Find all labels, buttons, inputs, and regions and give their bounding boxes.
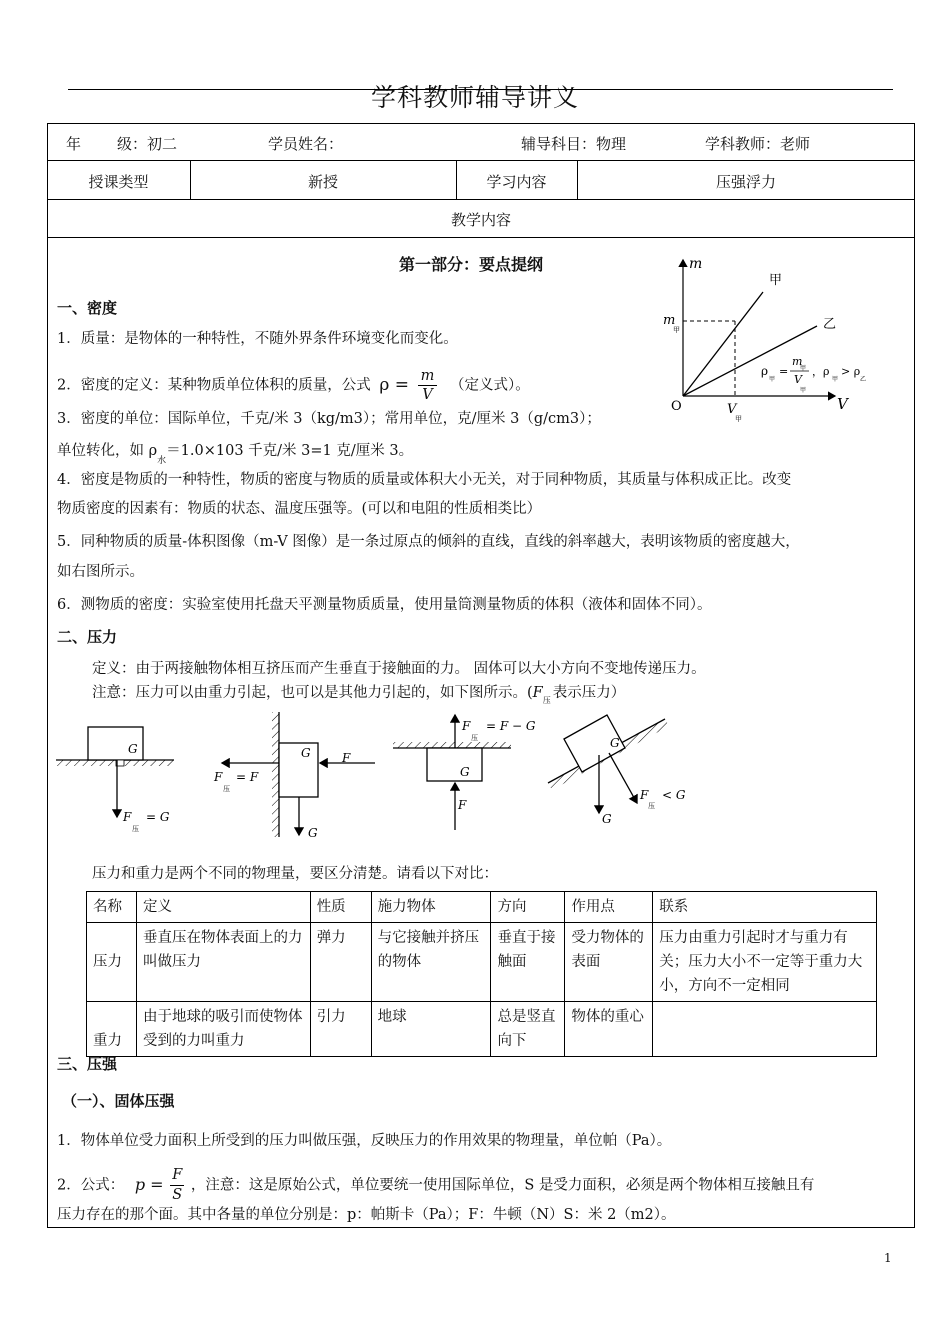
fig2-weight-label: G [308,826,318,840]
density-line-8: 如右图所示。 [57,564,144,580]
table-header: 定义 [136,892,310,923]
rho-compare-jia-subscript: 甲 [832,376,839,383]
m-jia-mark: m [663,313,676,328]
document-title: 学科教师辅导讲义 [370,83,579,112]
rho-compare-yi-subscript: 乙 [860,376,867,383]
teaching-content-heading: 教学内容 [450,211,511,229]
fraction-m: m [792,355,803,368]
fig4-equation: < G [662,788,686,802]
formula-label: 2．公式： [57,1177,125,1194]
fraction-m-subscript: 甲 [800,365,807,372]
formula-note: ，注意：这是原始公式，单位要统一使用国际单位，S 是受力面积，必须是两个物体相互接触且有 [190,1177,815,1194]
density-line-5: 4．密度是物质的一种特性，物质的密度与物质的质量或体积大小无关，对于同种物质，其质量与体积成正比。改变 [57,472,792,488]
density-line-6: 物质密度的因素有：物质的状态、温度压强等。(可以和电阻的性质相类比） [57,501,542,517]
fraction-denominator: V [422,387,433,403]
table-cell: 垂直压在物体表面上的力叫做压力 [136,923,310,1002]
divider [47,199,915,200]
water-subscript: 水 [157,456,167,466]
table-cell: 与它接触并挤压的物体 [371,923,491,1002]
density-line-4 [57,441,413,471]
figure-ceiling [393,715,536,830]
fig1-force-label: F [123,810,132,824]
table-header: 施力物体 [371,892,491,923]
content-label: 学习内容 [486,173,547,191]
table-cell: 总是竖直向下 [491,1002,565,1057]
fig4-pressure-subscript: 压 [648,802,655,810]
pressure-line-2 [57,1166,814,1205]
table-cell: 地球 [371,1002,491,1057]
density-def-suffix: （定义式）。 [449,377,530,394]
divider [47,160,915,161]
fig3-applied-force-label: F [458,798,467,812]
grade-label: 年 [66,135,82,153]
m-axis-label: m [689,256,703,272]
line-jia-label: 甲 [769,273,783,288]
section-heading-pressure-force: 二、压力 [57,628,118,646]
table-header: 作用点 [565,892,653,923]
density-def-text: 2．密度的定义：某种物质单位体积的质量，公式 [57,377,371,394]
table-cell: 压力由重力引起时才与重力有关；压力大小不一定等于重力大小，方向不一定相同 [653,923,877,1002]
mass-volume-fraction [418,367,438,404]
figure-horizontal-ground [56,727,174,833]
force-area-fraction [170,1166,184,1205]
unit-conversion-text: 单位转化，如 ρ [57,443,158,459]
fig4-weight-label: G [602,812,612,826]
fraction-numerator: F [170,1166,184,1186]
note-text: 注意：压力可以由重力引起，也可以是其他力引起的，如下图所示。( [92,685,533,701]
fig4-gravity-label: G [610,736,620,750]
note-suffix: 表示压力） [552,685,626,701]
fig3-pressure-subscript: 压 [471,734,478,742]
note-f: F [532,685,543,701]
line-yi-label: 乙 [823,317,837,332]
fraction-v-subscript: 甲 [800,387,807,394]
pressure-line-3: 压力存在的那个面。其中各量的单位分别是：p：帕斯卡（Pa）；F：牛顿（N）S：米 2（m2）。 [57,1207,676,1223]
m-jia-subscript: 甲 [673,326,680,334]
table-header: 方向 [491,892,565,923]
density-line-2 [57,367,530,404]
line-jia [683,292,763,396]
pressure-formula: p = [134,1174,164,1194]
table-cell: 受力物体的表面 [565,923,653,1002]
table-row [87,1002,877,1057]
section-heading-pressure: 三、压强 [57,1055,118,1073]
fig3-equation: = F − G [486,719,536,733]
section-heading-density: 一、密度 [57,299,118,317]
lesson-type-value: 新授 [307,173,338,191]
unit-conversion-value: ＝1.0×103 千克/米 3=1 克/厘米 3。 [166,443,414,459]
teacher-label: 学科教师：老师 [705,135,811,153]
table-header: 名称 [87,892,137,923]
table-cell: 由于地球的吸引而使物体受到的力叫重力 [136,1002,310,1057]
v-axis-label: V [837,395,848,413]
table-cell: 压力 [87,923,137,1002]
rho-compare-jia: ，ρ [812,365,830,378]
fig1-force-subscript: 压 [132,825,139,833]
divider [47,237,915,238]
lesson-type-label: 授课类型 [88,173,149,191]
table-cell: 引力 [310,1002,371,1057]
v-jia-mark: V [727,402,737,417]
table-header: 性质 [310,892,371,923]
grade-value: 级：初二 [117,135,178,153]
v-jia-subscript: 甲 [735,415,742,423]
mass-volume-graph [655,250,870,430]
subsection-solid-pressure: （一）、固体压强 [62,1092,175,1110]
table-cell: 垂直于接触面 [491,923,565,1002]
figure-incline [540,705,700,835]
fig3-gravity-label: G [460,765,470,779]
origin-label: O [671,399,682,414]
table-header-row [87,892,877,923]
fig4-pressure-label: F [640,788,649,802]
content-value: 压强浮力 [715,173,776,191]
density-line-7: 5．同种物质的质量-体积图像（m-V 图像）是一条过原点的倾斜的直线，直线的斜率越大，表明该物质的密度越大， [57,534,800,550]
note-subscript: 压 [542,696,551,705]
pressure-definition: 定义：由于两接触物体相互挤压而产生垂直于接触面的力。 固体可以大小方向不变地传递压力。 [92,661,706,677]
table-row [87,923,877,1002]
figure-vertical-wall [213,712,375,840]
fig2-pressure-label: F [214,770,223,784]
equals-sign: = [779,365,789,378]
density-line-9: 6．测物质的密度：实验室使用托盘天平测量物质质量，使用量筒测量物质的体积（液体和固体不同）。 [57,597,712,613]
fraction-v: V [794,373,802,386]
table-cell: 物体的重心 [565,1002,653,1057]
fig1-gravity-label: G [128,742,138,756]
compare-intro: 压力和重力是两个不同的物理量，要区分清楚。请看以下对比： [92,866,498,882]
table-cell: 重力 [87,1002,137,1057]
rho-formula: ρ = [379,374,409,395]
force-figures [50,705,570,855]
table-header: 联系 [653,892,877,923]
force-gravity-comparison-table [86,891,877,1057]
fig2-equation: = F [236,770,259,784]
table-cell [653,1002,877,1057]
fig2-gravity-label: G [301,746,311,760]
fraction-numerator: m [418,367,438,386]
pressure-line-1: 1．物体单位受力面积上所受到的压力叫做压强，反映压力的作用效果的物理量，单位帕（Pa）。 [57,1133,672,1149]
rho-jia: ρ [761,364,769,378]
fig2-pressure-subscript: 压 [223,785,230,793]
table-cell: 弹力 [310,923,371,1002]
density-line-3: 3．密度的单位：国际单位，千克/米 3（kg/m3）；常用单位，克/厘米 3（g/cm3）； [57,411,601,427]
fig3-pressure-label: F [462,719,471,733]
page-number: 1 [884,1251,892,1265]
student-name-label: 学员姓名： [268,135,344,153]
part-heading: 第一部分：要点提纲 [398,255,543,274]
fig1-equation: = G [146,810,170,824]
density-line-1: 1．质量：是物体的一种特性，不随外界条件环境变化而变化。 [57,331,458,347]
title-rule [68,89,893,90]
fraction-denominator: S [172,1187,183,1203]
subject-label: 辅导科目：物理 [521,135,627,153]
rho-jia-subscript: 甲 [769,376,776,383]
fig2-applied-force-label: F [342,751,351,765]
rho-compare-yi: > ρ [841,365,861,378]
